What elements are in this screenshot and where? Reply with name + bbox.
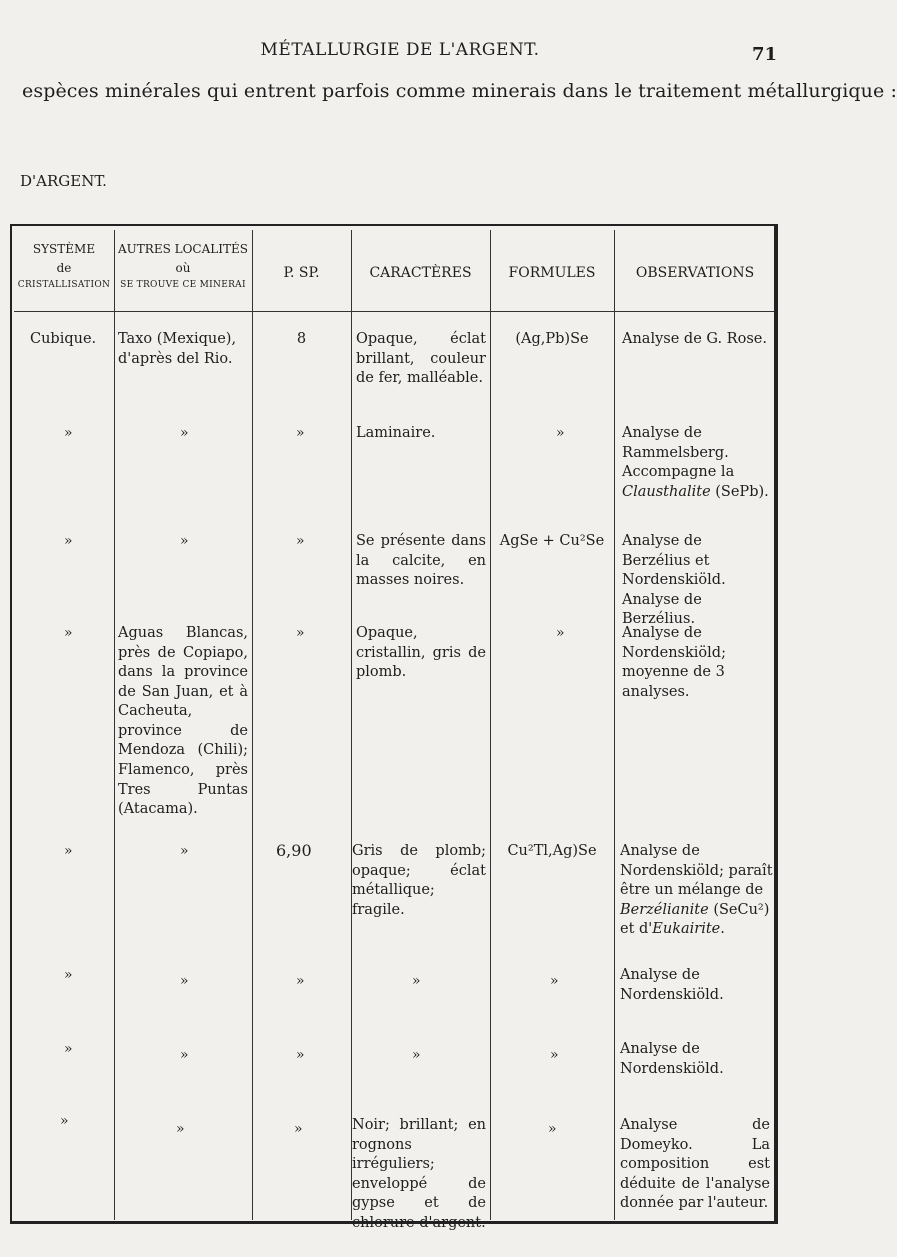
header-systeme bbox=[14, 240, 114, 293]
observation-text: . bbox=[720, 921, 725, 938]
cell-observations bbox=[622, 424, 772, 502]
cell-psp: 8 bbox=[296, 331, 307, 347]
cell-psp: » bbox=[296, 973, 305, 989]
cell-formule: AgSe + Cu²Se bbox=[499, 533, 605, 549]
cell-formule: » bbox=[556, 425, 565, 441]
cell-caracteres: Se présente dans la calcite, en masses noires. bbox=[356, 533, 486, 589]
observation-line: Analyse de Berzélius. bbox=[622, 591, 702, 628]
cell-observations bbox=[620, 842, 774, 940]
header-line: CRISTALLISATION bbox=[17, 280, 111, 291]
observation-line: Analyse de Rammelsberg. bbox=[622, 425, 729, 461]
cell-caracteres: Opaque, éclat brillant, couleur de fer, malléable. bbox=[356, 331, 486, 387]
cell-psp: » bbox=[296, 1047, 305, 1063]
running-head: MÉTALLURGIE DE L'ARGENT. bbox=[260, 40, 540, 60]
observation-text: Analyse de Nordenskiöld; paraît être un mélange de bbox=[620, 843, 773, 899]
observation-text: (SeCu²) et d' bbox=[620, 901, 770, 938]
cell-localites: » bbox=[180, 533, 189, 549]
cell-formule: » bbox=[550, 1047, 559, 1063]
page-number: 71 bbox=[752, 44, 778, 65]
cell-formule: » bbox=[548, 1121, 557, 1137]
cell-localites: Aguas Blancas, près de Copiapo, dans la province de San Juan, et à Cacheuta, province de Mendoza (Chili); Flamenco, près Tres Puntas (Atacama). bbox=[118, 625, 248, 818]
cell-caracteres: » bbox=[412, 973, 421, 989]
header-rule bbox=[14, 311, 774, 312]
cell-psp: » bbox=[296, 533, 305, 549]
cell-psp: » bbox=[296, 425, 305, 441]
header-line: de bbox=[56, 261, 72, 276]
column-rule bbox=[614, 230, 615, 1220]
observation-text: Accompagne la bbox=[622, 464, 735, 481]
cell-observations bbox=[622, 532, 772, 630]
observation-line bbox=[622, 463, 772, 502]
cell-psp: » bbox=[294, 1121, 303, 1137]
mineral-name: Clausthalite bbox=[622, 483, 711, 500]
cell-localites: Taxo (Mexique), d'après del Rio. bbox=[118, 331, 237, 367]
cell-systeme: » bbox=[64, 425, 73, 441]
column-rule bbox=[252, 230, 253, 1220]
column-rule bbox=[490, 230, 491, 1220]
mineral-name: Berzélianite bbox=[620, 901, 709, 918]
cell-localites: » bbox=[180, 973, 189, 989]
header-observations: OBSERVATIONS bbox=[635, 265, 755, 281]
mineral-name: Eukairite bbox=[652, 921, 721, 938]
cell-systeme: » bbox=[64, 1041, 73, 1057]
column-rule bbox=[351, 230, 352, 1220]
cell-caracteres: Opaque, cristallin, gris de plomb. bbox=[356, 625, 486, 681]
cell-caracteres: Gris de plomb; opaque; éclat métallique; fragile. bbox=[352, 843, 486, 918]
cell-formule: Cu²Tl,Ag)Se bbox=[507, 843, 597, 859]
header-line: SE TROUVE CE MINERAI bbox=[120, 280, 246, 291]
observation-text: (SePb). bbox=[715, 483, 769, 500]
cell-localites: » bbox=[180, 1047, 189, 1063]
section-label: D'ARGENT. bbox=[20, 172, 107, 190]
cell-observations: Analyse de Nordenskiöld. bbox=[620, 1041, 724, 1077]
cell-systeme: » bbox=[64, 533, 73, 549]
cell-systeme: » bbox=[60, 1113, 69, 1129]
cell-caracteres: Laminaire. bbox=[356, 425, 436, 441]
cell-systeme: » bbox=[64, 625, 73, 641]
header-localites bbox=[114, 240, 252, 293]
cell-systeme: » bbox=[64, 967, 73, 983]
cell-observations: Analyse de Nordenskiöld; moyenne de 3 analyses. bbox=[622, 625, 726, 700]
cell-psp: 6,90 bbox=[276, 841, 312, 860]
header-line: AUTRES LOCALITÉS bbox=[118, 242, 248, 256]
header-line: SYSTÈME bbox=[32, 242, 96, 256]
header-psp: P. SP. bbox=[283, 265, 320, 281]
header-formules: FORMULES bbox=[508, 265, 596, 281]
cell-systeme: Cubique. bbox=[30, 331, 97, 347]
header-caracteres: CARACTÈRES bbox=[369, 265, 472, 281]
cell-psp: » bbox=[296, 625, 305, 641]
cell-systeme: » bbox=[64, 843, 73, 859]
cell-caracteres: » bbox=[412, 1047, 421, 1063]
cell-observations: Analyse de Nordenskiöld. bbox=[620, 967, 724, 1003]
cell-formule: (Ag,Pb)Se bbox=[515, 331, 589, 347]
header-line: où bbox=[175, 261, 191, 276]
cell-localites: » bbox=[176, 1121, 185, 1137]
cell-caracteres: Noir; brillant; en rognons irréguliers; enveloppé de gypse et de chlorure d'argent. bbox=[352, 1117, 486, 1231]
cell-formule: » bbox=[550, 973, 559, 989]
column-rule bbox=[114, 230, 115, 1220]
cell-localites: » bbox=[180, 425, 189, 441]
cell-observations: Analyse de Domeyko. La composition est déduite de l'analyse donnée par l'auteur. bbox=[620, 1117, 770, 1212]
intro-text: espèces minérales qui entrent parfois comme minerais dans le traitement métallurgique : bbox=[22, 80, 897, 102]
cell-localites: » bbox=[180, 843, 189, 859]
observation-line: Analyse de Berzélius et Nordenskiöld. bbox=[622, 533, 726, 589]
cell-formule: » bbox=[556, 625, 565, 641]
cell-observations: Analyse de G. Rose. bbox=[622, 331, 767, 347]
